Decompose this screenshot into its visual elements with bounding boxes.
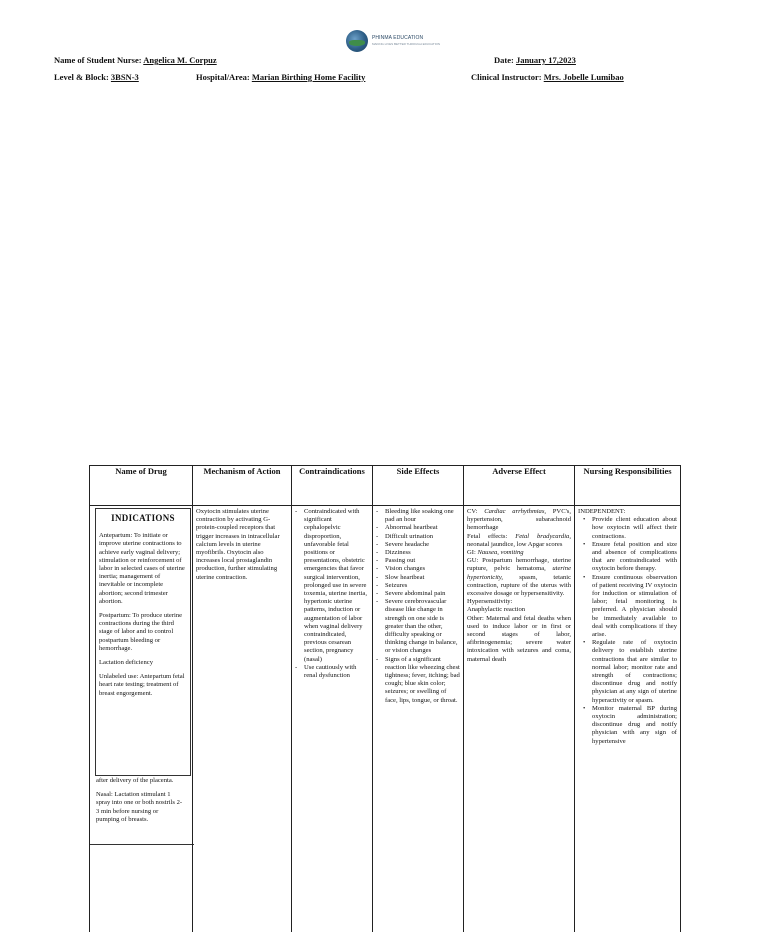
adverse-other-text: Maternal and fetal deaths when used to induce labor or in first or second stages of labor, afibrinogenemia; severe water intoxication with seizures and coma, maternal death [467, 614, 571, 663]
list-item: - Bleeding like soaking one pad an hour [385, 508, 460, 524]
level-block-label: Level & Block: [54, 72, 109, 82]
adverse-gi [467, 549, 571, 557]
indication-antepartum: Antepartum: To initiate or improve uterine contractions to achieve early vaginal delivery; stimulation or reinforcement of labor in selected cases of uterine inertia; management of inevitable or incomplete abortion; second trimester abortion. [99, 532, 185, 605]
indication-nasal: Nasal: Lactation stimulant 1 spray into one or both nostrils 2-3 min before nursing or pumping of breasts. [96, 791, 183, 823]
mechanism-cell [193, 506, 292, 932]
list-item: - Severe headache [385, 541, 460, 549]
side-effects-list [376, 508, 460, 705]
table-header-row [90, 466, 681, 506]
date-line [494, 55, 576, 65]
drug-study-table [89, 465, 681, 932]
adverse-gi-label: GI: [467, 549, 476, 557]
header-mechanism: Mechanism of Action [193, 466, 292, 506]
table-row [90, 506, 681, 932]
adverse-other [467, 615, 571, 664]
student-name-line [54, 55, 217, 65]
adverse-fetal [467, 533, 571, 549]
list-item: - Dizziness [385, 549, 460, 557]
adverse-hypersensitivity [467, 598, 571, 614]
globe-icon [346, 30, 368, 52]
adverse-other-label: Other: [467, 614, 484, 622]
date-value: January 17,2023 [515, 55, 576, 65]
list-item: - Abnormal heartbeat [385, 524, 460, 532]
hospital-line [196, 72, 365, 82]
header-side-effects: Side Effects [373, 466, 464, 506]
adverse-gu [467, 557, 571, 598]
list-item: - Passing out [385, 557, 460, 565]
instructor-line [471, 72, 624, 82]
header-contraindications: Contraindications [292, 466, 373, 506]
list-item: • Ensure fetal position and size and absence of complications that are contraindicated with oxytocin before therapy. [592, 541, 677, 574]
header-adverse-effect: Adverse Effect [464, 466, 575, 506]
contraindications-list [295, 508, 369, 680]
indication-postpartum: Postpartum: To produce uterine contractions during the third stage of labor and to control postpartum bleeding or hemorrhage. [99, 612, 183, 652]
list-item: - Use cautiously with renal dysfunction [304, 664, 369, 680]
list-item: • Provide client education about how oxytocin will affect their contractions. [592, 516, 677, 541]
adverse-gu-label: GU: [467, 557, 479, 565]
list-item: - Signs of a significant reaction like wheezing chest tightness; fever, itching; bad cough; blue skin color; seizures; or swelling of face, lips, tongue, or throat. [385, 656, 460, 705]
instructor-value: Mrs. Jobelle Lumibao [543, 72, 624, 82]
indication-unlabeled: Unlabeled use: Antepartum fetal heart rate testing; treatment of breast engorgement. [99, 673, 185, 697]
hospital-value: Marian Birthing Home Facility [251, 72, 366, 82]
logo-tagline: MAKING LIVES BETTER THROUGH EDUCATION [372, 42, 441, 46]
list-item: - Contraindicated with significant cephalopelvic disproportion, unfavorable fetal positions or presentations, obstetric emergencies that favor surgical intervention, prolonged use in severe toxemia, uterine inertia, hypertonic uterine patterns, induction or augmentation of labor when vaginal delivery contraindicated, previous cesarean section, pregnancy (nasal) [304, 508, 369, 664]
list-item: - Severe cerebrovascular disease like change in strength on one side is greater than the other, difficulty speaking or thinking change in balance, or vision changes [385, 598, 460, 655]
adverse-gi-italic: Nausea, vomiting [477, 549, 524, 557]
adverse-hyper-text: Anaphylactic reaction [467, 606, 526, 614]
nursing-heading: INDEPENDENT: [578, 508, 626, 515]
header-nursing-responsibilities: Nursing Responsibilities [575, 466, 681, 506]
adverse-cv-italic: Cardiac arrhythmias, [484, 508, 547, 515]
side-effects-cell [373, 506, 464, 932]
school-logo [344, 26, 441, 56]
indications-continued [93, 777, 183, 824]
mechanism-text: Oxytocin stimulates uterine contraction by activating G-protein-coupled receptors that trigger increases in intracellular calcium levels in uterine myofibrils. Oxytocin also increases local prostaglandin production, further stimulating uterine contraction. [196, 508, 280, 581]
list-item: • Regulate rate of oxytocin delivery to establish uterine contractions that are similar to normal labor; monitor rate and strength of contractions; discontinue drug and notify physician at any sign of uterine hyperactivity or spasm. [592, 639, 677, 705]
indication-after-delivery: after delivery of the placenta. [96, 777, 174, 784]
nursing-cell [575, 506, 681, 932]
adverse-fetal-rest: neonatal jaundice, low Apgar scores [467, 540, 563, 548]
list-item: - Severe abdominal pain [385, 590, 460, 598]
list-item: • Ensure continuous observation of patient receiving IV oxytocin for induction or stimulation of labor; fetal monitoring is preferred. A physician should be immediately available to deal with complications if they arise. [592, 574, 677, 640]
indications-title: INDICATIONS [111, 513, 175, 523]
instructor-label: Clinical Instructor: [471, 72, 542, 82]
indication-lactation: Lactation deficiency [99, 659, 154, 667]
indications-box [95, 508, 191, 776]
list-item: • Monitor maternal BP during oxytocin administration; discontinue drug and notify physician with any sign of hypertensive [592, 705, 677, 746]
level-block-value: 3BSN-3 [110, 72, 139, 82]
logo-name: PHINMA EDUCATION [372, 35, 424, 41]
level-block-line [54, 72, 139, 82]
adverse-effect-cell [464, 506, 575, 932]
drug-cell [90, 506, 193, 932]
cell-divider [90, 844, 194, 845]
student-name-value: Angelica M. Corpuz [143, 55, 217, 65]
list-item: - Slow heartbeat [385, 574, 460, 582]
adverse-cv-label: CV: [467, 508, 478, 515]
contraindications-cell [292, 506, 373, 932]
date-label: Date: [494, 55, 514, 65]
list-item: - Vision changes [385, 565, 460, 573]
adverse-cv [467, 508, 571, 533]
header-name-of-drug: Name of Drug [90, 466, 193, 506]
adverse-fetal-label: Fetal effects: [467, 532, 508, 540]
adverse-cv-rest: PVC's, hypertension, subarachnoid hemorrhage [467, 508, 571, 532]
adverse-gu-text: Postpartum hemorrhage, uterine rupture, pelvic hematoma, [467, 557, 571, 573]
hospital-label: Hospital/Area: [196, 72, 250, 82]
list-item: - Difficult urination [385, 533, 460, 541]
adverse-fetal-italic: Fetal bradycardia, [515, 532, 571, 540]
nursing-list [578, 516, 677, 746]
adverse-gu-rest: spasm, tetanic contraction, rupture of the uterus with excessive dosage or hypersensitivity. [467, 573, 571, 598]
student-name-label: Name of Student Nurse: [54, 55, 142, 65]
adverse-gu-italic: uterine hypertonicity, [467, 565, 571, 581]
adverse-hyper-label: Hypersensitivity: [467, 598, 513, 606]
list-item: - Seizures [385, 582, 460, 590]
